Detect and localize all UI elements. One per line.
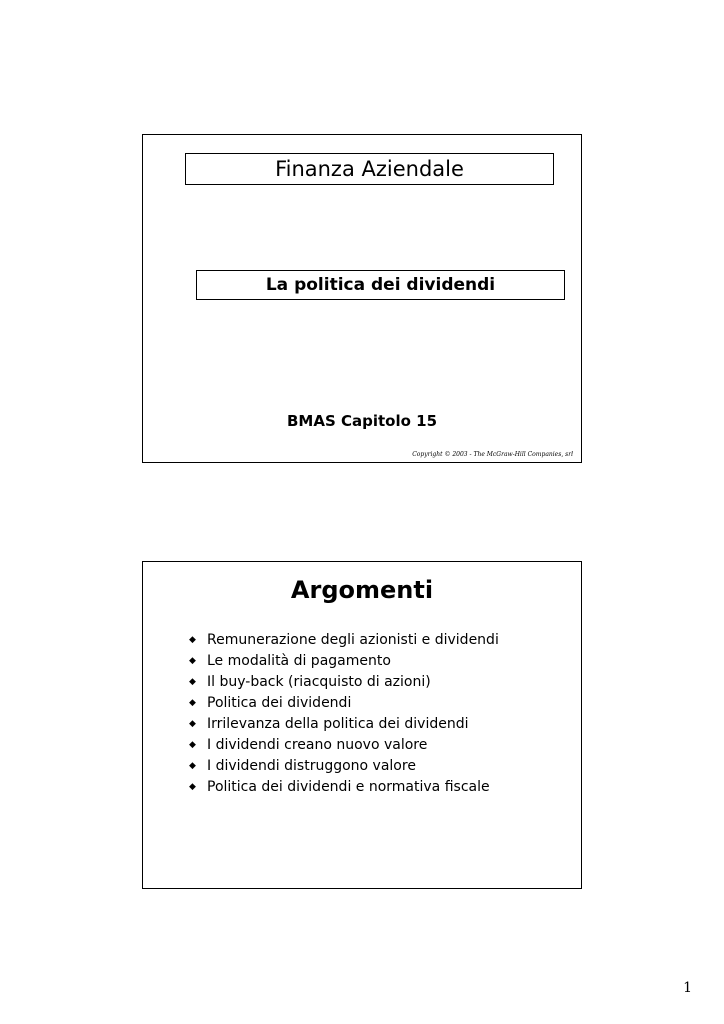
- list-item: [189, 651, 499, 672]
- diamond-bullet-icon: ◆: [189, 740, 196, 750]
- list-item: [189, 630, 499, 651]
- topics-list: [189, 630, 499, 798]
- diamond-bullet-icon: ◆: [189, 656, 196, 666]
- list-item: [189, 735, 499, 756]
- list-item: [189, 693, 499, 714]
- diamond-bullet-icon: ◆: [189, 635, 196, 645]
- diamond-bullet-icon: ◆: [189, 677, 196, 687]
- diamond-bullet-icon: ◆: [189, 761, 196, 771]
- diamond-bullet-icon: ◆: [189, 782, 196, 792]
- slide-title: [142, 134, 582, 463]
- lecture-subtitle: La politica dei dividendi: [196, 270, 565, 300]
- chapter-label: BMAS Capitolo 15: [286, 412, 438, 430]
- course-title: Finanza Aziendale: [185, 153, 554, 185]
- list-item: [189, 714, 499, 735]
- diamond-bullet-icon: ◆: [189, 719, 196, 729]
- copyright-notice: Copyright © 2003 - The McGraw-Hill Companies, srl: [412, 451, 573, 458]
- list-item: [189, 777, 499, 798]
- list-item-text: Irrilevanza della politica dei dividendi: [207, 716, 469, 732]
- list-item: [189, 672, 499, 693]
- diamond-bullet-icon: ◆: [189, 698, 196, 708]
- list-item-text: Politica dei dividendi e normativa fiscale: [207, 779, 490, 795]
- list-item-text: Politica dei dividendi: [207, 695, 352, 711]
- slide-topics: [142, 561, 582, 889]
- list-item-text: Remunerazione degli azionisti e dividendi: [207, 632, 499, 648]
- list-item: [189, 756, 499, 777]
- list-item-text: Le modalità di pagamento: [207, 653, 391, 669]
- page-number: 1: [683, 980, 692, 996]
- topics-title: Argomenti: [290, 576, 434, 604]
- list-item-text: I dividendi distruggono valore: [207, 758, 416, 774]
- list-item-text: Il buy-back (riacquisto di azioni): [207, 674, 431, 690]
- list-item-text: I dividendi creano nuovo valore: [207, 737, 428, 753]
